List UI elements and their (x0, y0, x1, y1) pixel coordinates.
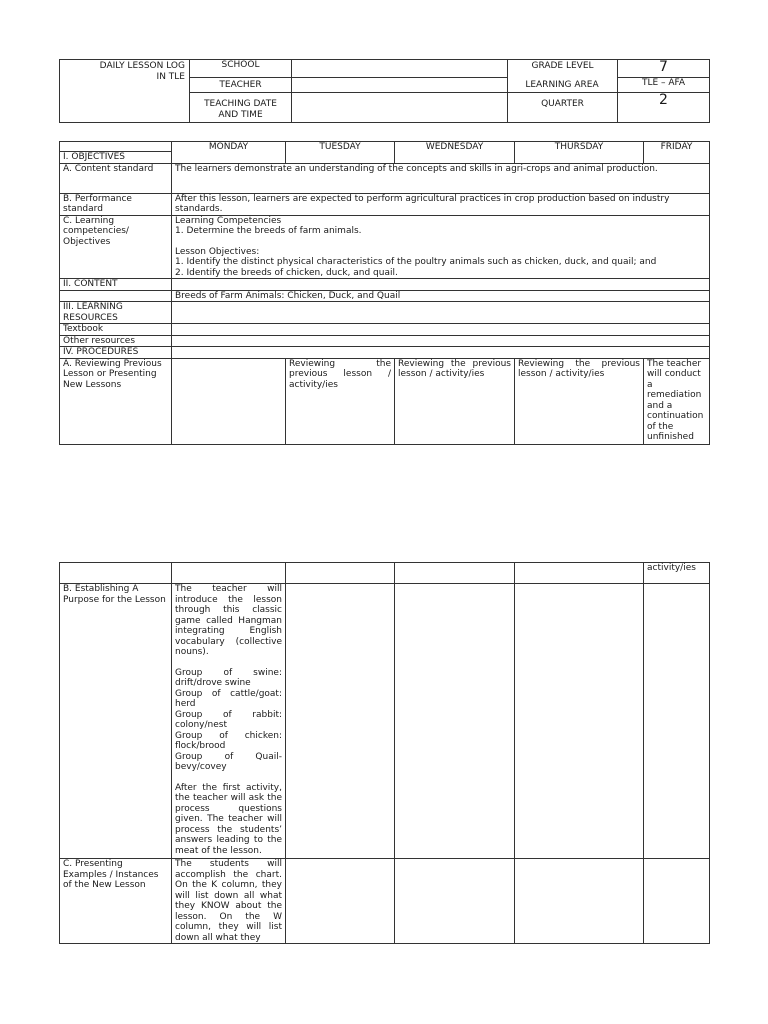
objectives-label: I. OBJECTIVES (60, 152, 172, 164)
learning-resources-label: III. LEARNING RESOURCES (60, 302, 172, 324)
procedures-label: IV. PROCEDURES (60, 347, 172, 359)
day-wednesday: WEDNESDAY (395, 142, 515, 164)
review-friday: The teacher will conduct a remediation and a continuation of the unfinished (644, 358, 710, 444)
day-monday: MONDAY (172, 142, 286, 164)
teacher-label: TEACHER (190, 78, 292, 93)
purpose-intro: The teacher will introduce the lesson through this classic game called Hangman integrating English vocabulary (collective nouns). (175, 584, 282, 657)
grade-level-label: GRADE LEVEL (508, 60, 618, 93)
grade-level-value: 7 (618, 60, 710, 78)
content-label: II. CONTENT (60, 279, 172, 291)
performance-standard-text: After this lesson, learners are expected to perform agricultural practices in crop production based on industry standards. (172, 193, 710, 215)
content-value: Breeds of Farm Animals: Chicken, Duck, and Quail (172, 290, 710, 302)
purpose-label: B. Establishing A Purpose for the Lesson (60, 584, 172, 859)
review-wednesday: Reviewing the previous lesson / activity/ies (395, 358, 515, 444)
competency-item: 1. Determine the breeds of farm animals. (175, 226, 362, 236)
purpose-group: Group of Quail-bevy/covey (175, 751, 282, 772)
purpose-group: Group of rabbit: colony/nest (175, 709, 282, 730)
purpose-after: After the first activity, the teacher will ask the process questions given. The teacher will process the students’ answers leading to the meat of the lesson. (175, 782, 282, 856)
content-standard-text: The learners demonstrate an understanding of the concepts and skills in agri-crops and animal production. (172, 163, 710, 193)
lesson-table-continued (59, 562, 710, 944)
purpose-monday (172, 584, 286, 859)
learning-area-label: LEARNING AREA (525, 80, 599, 90)
school-label: SCHOOL (190, 60, 292, 78)
competencies-cell (172, 215, 710, 279)
purpose-group: Group of cattle/goat: herd (175, 688, 282, 709)
quarter-value: 2 (618, 93, 710, 123)
competencies-label: C. Learning competencies/ Objectives (60, 215, 172, 279)
lesson-table (59, 141, 710, 445)
lesson-objectives-title: Lesson Objectives: (175, 246, 260, 257)
review-thursday: Reviewing the previous lesson / activity/ies (515, 358, 644, 444)
other-resources-label: Other resources (60, 335, 172, 347)
teaching-date-label: TEACHING DATE AND TIME (190, 93, 292, 123)
objective-item: 1. Identify the distinct physical characteristics of the poultry animals such as chicken, duck, and quail; and (175, 257, 657, 267)
day-friday: FRIDAY (644, 142, 710, 164)
header-table (59, 59, 710, 123)
objective-item: 2. Identify the breeds of chicken, duck, and quail. (175, 267, 398, 278)
purpose-group: Group of swine: drift/drove swine (175, 667, 282, 688)
learning-area-value: TLE – AFA (618, 78, 710, 93)
reviewing-label: A. Reviewing Previous Lesson or Presenting New Lessons (60, 358, 172, 444)
content-standard-label: A. Content standard (60, 163, 172, 193)
review-tuesday: Reviewing the previous lesson / activity/ies (286, 358, 395, 444)
textbook-label: Textbook (60, 324, 172, 336)
competencies-title: Learning Competencies (175, 215, 282, 226)
blank-corner (60, 142, 172, 152)
purpose-group: Group of chicken: flock/brood (175, 730, 282, 751)
day-tuesday: TUESDAY (286, 142, 395, 164)
review-friday-continued: activity/ies (644, 563, 710, 584)
presenting-label: C. Presenting Examples / Instances of the New Lesson (60, 859, 172, 944)
day-thursday: THURSDAY (515, 142, 644, 164)
presenting-monday: The students will accomplish the chart. On the K column, they will list down all what they KNOW about the lesson. On the W column, they will list down all what they (172, 859, 286, 944)
school-value[interactable] (292, 60, 508, 78)
log-title: DAILY LESSON LOG IN TLE (60, 60, 190, 123)
quarter-label: QUARTER (508, 93, 618, 123)
teaching-date-value[interactable] (292, 93, 508, 123)
performance-standard-label: B. Performance standard (60, 193, 172, 215)
teacher-value[interactable] (292, 78, 508, 93)
